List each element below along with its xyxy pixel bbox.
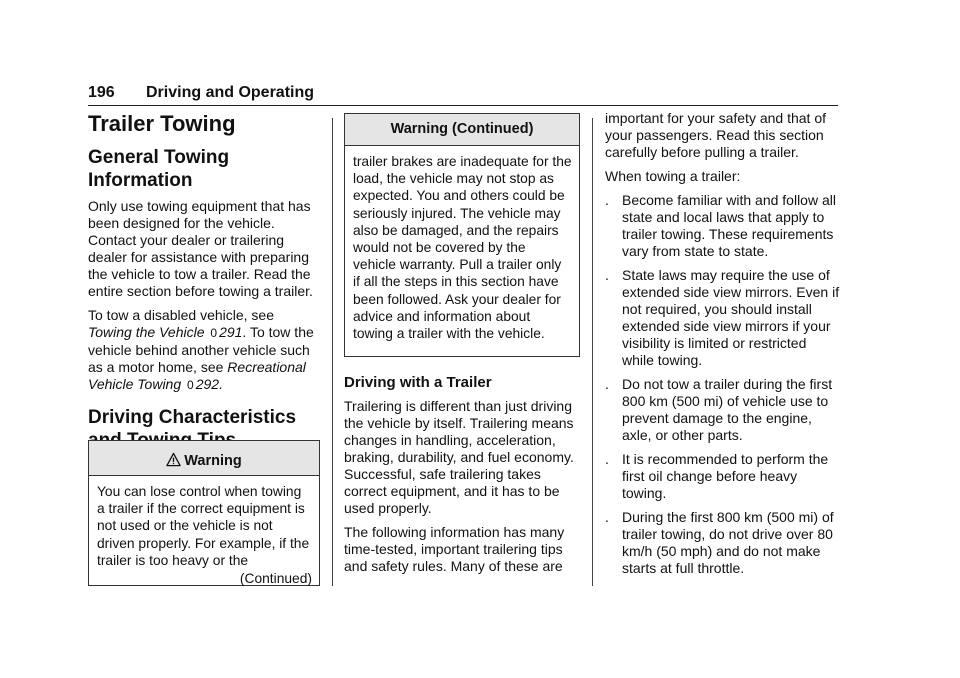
page-ref-292[interactable]: 292. bbox=[195, 376, 223, 392]
towing-tips-list bbox=[605, 192, 841, 577]
list-item bbox=[605, 267, 841, 369]
page-number: 196 bbox=[88, 84, 115, 101]
warning-header bbox=[89, 441, 319, 476]
warning-text: You can lose control when towing a trailer if the correct equipment is not used or the vehicle is not driven properly. For example, if the trailer is too heavy or the bbox=[97, 484, 310, 568]
heading-general-towing: General Towing Information bbox=[88, 147, 230, 191]
bullet-marker: . bbox=[605, 376, 609, 392]
list-item bbox=[605, 451, 841, 502]
column-1 bbox=[88, 110, 320, 452]
paragraph-safety-importance: important for your safety and that of your passengers. Read this section carefully before pulling a trailer. bbox=[605, 110, 827, 160]
bullet-marker: . bbox=[605, 451, 609, 467]
list-item-text: Do not tow a trailer during the first 800 km (500 mi) of vehicle use to prevent damage to the engine, axle, or other parts. bbox=[622, 376, 833, 443]
paragraph-following-information: The following information has many time-tested, important trailering tips and safety rules. Many of these are bbox=[344, 524, 565, 574]
list-item bbox=[605, 376, 841, 444]
list-item-text: It is recommended to perform the first oil change before heavy towing. bbox=[622, 451, 829, 501]
paragraph-when-towing: When towing a trailer: bbox=[605, 168, 741, 184]
warning-continued-box bbox=[344, 113, 580, 357]
warning-icon bbox=[166, 452, 181, 467]
text: . To tow the vehicle behind another vehicle such as a motor home, see bbox=[88, 324, 314, 375]
list-item-text: Become familiar with and follow all state and local laws that apply to trailer towing. These requirements vary from state to state. bbox=[622, 192, 836, 259]
column-3 bbox=[605, 110, 841, 584]
list-item bbox=[605, 192, 841, 260]
column-divider-2 bbox=[592, 118, 593, 586]
paragraph-disabled-vehicle bbox=[88, 307, 320, 394]
page-ref-291[interactable]: 291 bbox=[219, 324, 243, 340]
continued-label: (Continued) bbox=[239, 571, 312, 587]
heading-driving-characteristics: Driving Characteristics bbox=[88, 407, 297, 428]
paragraph-trailering-different: Trailering is different than just driving the vehicle by itself. Trailering means changes in handling, acceleration, braking, durability, and fuel economy. Successful, safe trailering takes correct equipment, and it has to be used properly. bbox=[344, 398, 574, 516]
warning-continued-text: trailer brakes are inadequate for the load, the vehicle may not stop as expected. You and others could be seriously injured. The vehicle may also be damaged, and the repairs would not be covered by the vehicle warranty. Pull a trailer only if all the steps in this section have been followed. Ask your dealer for advice and information about towing a trailer with the vehicle. bbox=[353, 154, 572, 342]
page-ref-symbol: 0 bbox=[187, 378, 194, 392]
bullet-marker: . bbox=[605, 267, 609, 283]
page-title: Trailer Towing bbox=[88, 111, 236, 136]
link-towing-the-vehicle[interactable]: Towing the Vehicle bbox=[88, 324, 205, 340]
section-title: Driving and Operating bbox=[146, 84, 315, 101]
column-divider-1 bbox=[332, 118, 333, 586]
paragraph-towing-equipment: Only use towing equipment that has been designed for the vehicle. Contact your dealer or trailering dealer for assistance with preparing the vehicle to tow a trailer. Read the entire section before towing a trailer. bbox=[88, 198, 313, 299]
list-item-text: During the first 800 km (500 mi) of trailer towing, do not drive over 80 km/h (50 mph) and do not make starts at full throttle. bbox=[622, 509, 834, 576]
link-recreational-vehicle-towing[interactable]: Recreational Vehicle Towing bbox=[88, 359, 306, 392]
page-header bbox=[88, 84, 838, 106]
warning-continued-header: Warning (Continued) bbox=[345, 114, 579, 146]
warning-box bbox=[88, 440, 320, 586]
list-item bbox=[605, 509, 841, 577]
warning-body bbox=[89, 476, 319, 591]
heading-driving-with-trailer: Driving with a Trailer bbox=[344, 374, 492, 391]
bullet-marker: . bbox=[605, 192, 609, 208]
bullet-marker: . bbox=[605, 509, 609, 525]
column-2 bbox=[344, 373, 580, 582]
warning-label: Warning bbox=[184, 453, 242, 469]
page-ref-symbol: 0 bbox=[210, 326, 218, 340]
text: To tow a disabled vehicle, see bbox=[88, 307, 274, 323]
list-item-text: State laws may require the use of extended side view mirrors. Even if not required, you should install extended side view mirrors if your visibility is limited or restricted while towing. bbox=[622, 267, 840, 368]
